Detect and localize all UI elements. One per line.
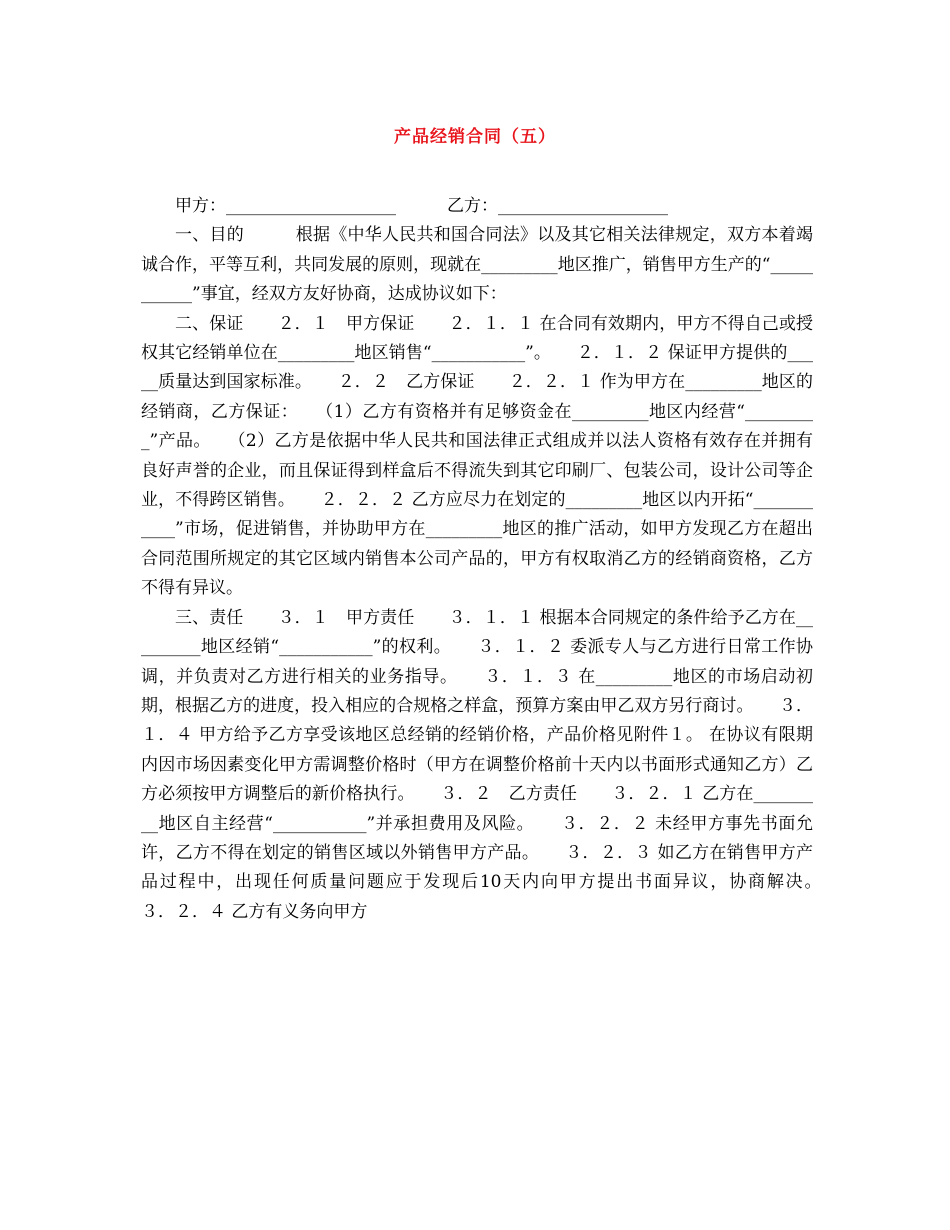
section-guarantee: 二、保证 ２．１ 甲方保证 ２．１．１ 在合同有效期内，甲方不得自己或授权其它经销单位在_________地区销售“___________”。 ２．１．２ 保证甲方提供的_____质量达到国家标准。 ２．２ 乙方保证 ２．２．１ 作为甲方在_________地区的经销商，乙方保证： （1）乙方有资格并有足够资金在_________地区内经营“_________”产品。 （2）乙方是依据中华人民共和国法律正式组成并以法人资格有效存在并拥有良好声誉的企业，而且保证得到样盒后不得流失到其它印刷厂、包装公司，设计公司等企业，不得跨区销售。 ２．２．２ 乙方应尽力在划定的_________地区以内开拓“___________”市场，促进销售，并协助甲方在_________地区的推广活动，如甲方发现乙方在超出合同范围所规定的其它区域内销售本公司产品的，甲方有权取消乙方的经销商资格，乙方不得有异议。 — [141, 313, 813, 599]
contract-body — [141, 192, 847, 927]
document-title: 产品经销合同（五） — [394, 127, 556, 147]
parties-line: 甲方：____________________ 乙方：____________________ — [175, 196, 668, 216]
section-responsibility: 三、责任 ３．１ 甲方责任 ３．１．１ 根据本合同规定的条件给予乙方在_________地区经销“___________”的权利。 ３．１．２ 委派专人与乙方进行日常工作协调，并负责对乙方进行相关的业务指导。 ３．１．３ 在_________地区的市场启动初期，根据乙方的进度，投入相应的合规格之样盒，预算方案由甲乙双方另行商讨。 ３．１．４ 甲方给予乙方享受该地区总经销的经销价格，产品价格见附件１。 在协议有限期内因市场因素变化甲方需调整价格时（甲方在调整价格前十天内以书面形式通知乙方）乙方必须按甲方调整后的新价格执行。 ３．２ 乙方责任 ３．２．１ 乙方在_________地区自主经营“___________”并承担费用及风险。 ３．２．２ 未经甲方事先书面允许，乙方不得在划定的销售区域以外销售甲方产品。 ３．２．３ 如乙方在销售甲方产品过程中，出现任何质量问题应于发现后10天内向甲方提出书面异议，协商解决。 ３．２．４ 乙方有义务向甲方 — [141, 607, 847, 922]
section-purpose: 一、目的 根据《中华人民共和国合同法》以及其它相关法律规定，双方本着竭诚合作，平等互利，共同发展的原则，现就在_________地区推广，销售甲方生产的“___________”事宜，经双方友好协商，达成协议如下： — [141, 225, 813, 305]
